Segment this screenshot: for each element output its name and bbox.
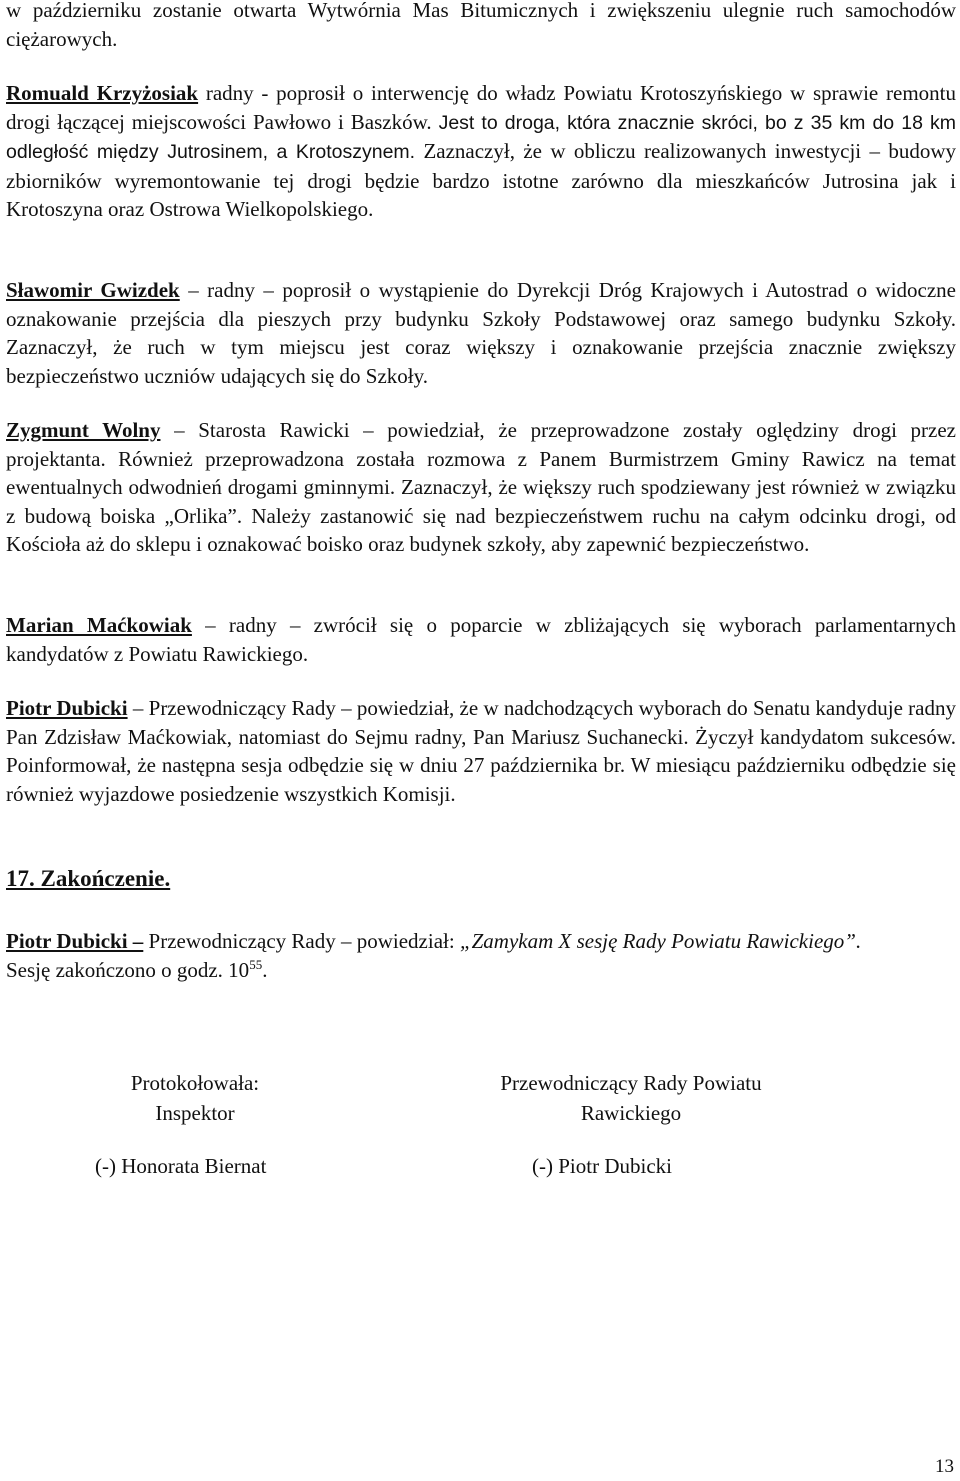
page-number: 13 bbox=[935, 1456, 954, 1477]
paragraph-closing bbox=[6, 927, 956, 984]
signature-block-chairman bbox=[470, 1068, 792, 1128]
signature-block-recorder bbox=[80, 1068, 310, 1128]
paragraph-krzyzosiak bbox=[6, 79, 956, 224]
speaker-name: Romuald Krzyżosiak bbox=[6, 81, 199, 105]
session-end-text: Sesję zakończono o godz. 10 bbox=[6, 957, 250, 982]
paragraph-text: w październiku zostanie otwarta Wytwórnia Mas Bitumicznych i zwiększeniu ulegnie ruch samochodów ciężarowych. bbox=[6, 0, 956, 51]
speaker-name: Piotr Dubicki bbox=[6, 696, 128, 720]
paragraph-gwizdek bbox=[6, 276, 956, 390]
paragraph-text: – Przewodniczący Rady – powiedział, że w nadchodzących wyborach do Senatu kandyduje radny Pan Zdzisław Maćkowiak, natomiast do Sejmu radny, Pan Mariusz Suchanecki. Życzył kandydatom sukcesów. Poinformował, że następna sesja odbędzie się w dniu 27 października br. W miesiącu październiku odbędzie się również wyjazdowe posiedzenie wszystkich Komisji. bbox=[6, 696, 956, 806]
closing-quote: „Zamykam X sesję Rady Powiatu Rawickiego”. bbox=[459, 929, 862, 953]
signature-position: Inspektor bbox=[155, 1101, 235, 1125]
signature-position: Rawickiego bbox=[580, 1101, 682, 1125]
speaker-name: Piotr Dubicki – bbox=[6, 929, 144, 953]
signature-title: Protokołowała: bbox=[130, 1071, 260, 1095]
paragraph-text: – radny – poprosił o wystąpienie do Dyrekcji Dróg Krajowych i Autostrad o widoczne oznakowanie przejścia dla pieszych przy budynku Szkoły Podstawowej oraz samego budynku Szkoły. Zaznaczył, że ruch w tym miejscu jest coraz większy i oznakowanie przejścia znacznie zwiększy bezpieczeństwo uczniów udających się do Szkoły. bbox=[6, 278, 956, 388]
paragraph-text: radny - poprosił o interwencję do władz Powiatu Krotoszyńskiego w sprawie remontu drogi łączącej miejscowości Pawłowo i Baszków. bbox=[6, 81, 956, 134]
paragraph-text: Przewodniczący Rady – powiedział: bbox=[143, 929, 460, 953]
paragraph-wolny bbox=[6, 416, 956, 559]
session-end-dot: . bbox=[262, 957, 268, 982]
speaker-name: Zygmunt Wolny bbox=[6, 418, 161, 442]
speaker-name: Sławomir Gwizdek bbox=[6, 278, 180, 302]
paragraph-text: – radny – zwrócił się o poparcie w zbliżających się wyborach parlamentarnych kandydatów z Powiatu Rawickiego. bbox=[6, 613, 957, 666]
paragraph-text: Zaznaczył, że w obliczu realizowanych inwestycji – budowy zbiorników wyremontowanie tej drogi będzie bardzo istotne zarówno dla mieszkańców Jutrosina jak i Krotoszyna oraz Ostrowa Wielkopolskiego. bbox=[6, 139, 956, 222]
speaker-name: Marian Maćkowiak bbox=[6, 613, 192, 637]
signature-name-recorder: (-) Honorata Biernat bbox=[95, 1154, 267, 1178]
paragraph-mackowiak bbox=[6, 611, 956, 668]
signature-title: Przewodniczący Rady Powiatu bbox=[500, 1071, 762, 1095]
paragraph-text: – Starosta Rawicki – powiedział, że przeprowadzone zostały oględziny drogi przez projektanta. Również przeprowadzona została rozmowa z Panem Burmistrzem Gminy Rawicz na temat ewentualnych odwodnień drogami gminnymi. Zaznaczył, że większy ruch spodziewany jest również w związku z budową boiska „Orlika”. Należy zastanowić się nad bezpieczeństwem ruchu na całym odcinku drogi, od Kościoła aż do sklepu i oznakować boisko oraz budynek szkoły, aby zapewnić bezpieczeństwo. bbox=[6, 418, 956, 557]
signature-name-chairman: (-) Piotr Dubicki bbox=[532, 1154, 672, 1178]
session-end-minutes: 55 bbox=[249, 956, 263, 972]
paragraph-dubicki bbox=[6, 694, 956, 808]
paragraph-intro bbox=[6, 0, 956, 53]
paragraph-text-sans: Jest to droga, która znacznie skróci, bo z 35 km do 18 km odległość między Jutrosinem, a Krotoszynem. bbox=[6, 111, 956, 164]
section-heading: 17. Zakończenie. bbox=[6, 866, 171, 891]
